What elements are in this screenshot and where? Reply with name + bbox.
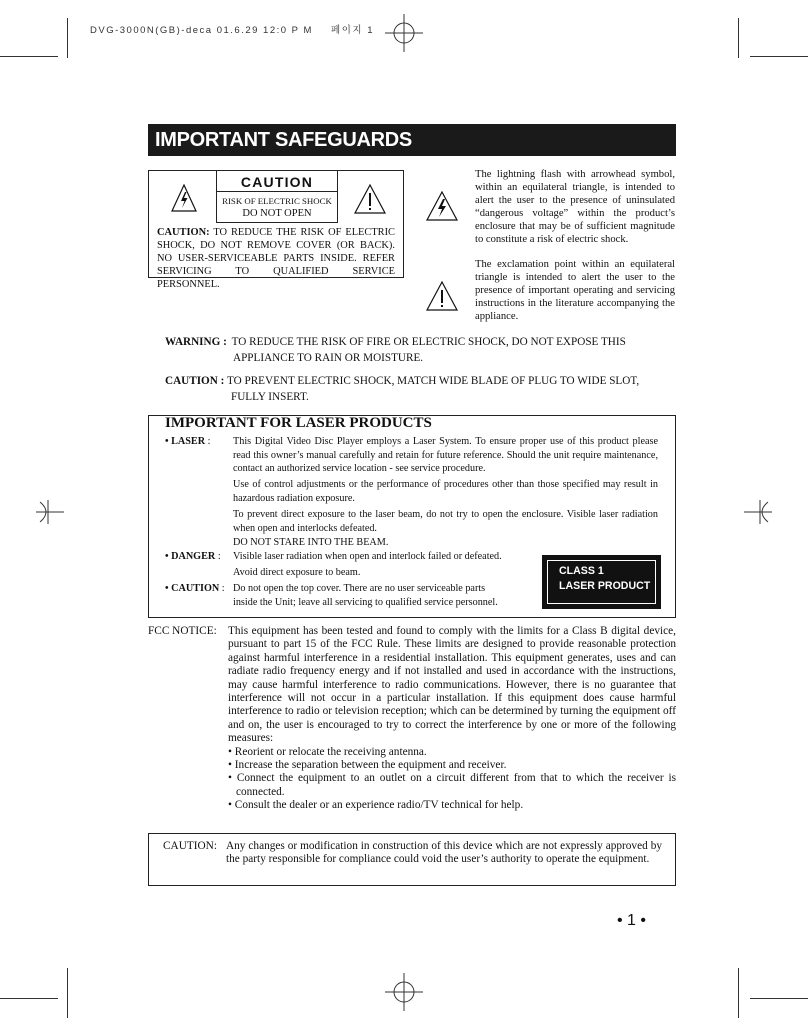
registration-target-left xyxy=(36,498,64,526)
warning-line-2: APPLIANCE TO RAIN OR MOISTURE. xyxy=(233,352,424,364)
fcc-paragraph: This equipment has been tested and found to comply with the limits for a Class B digital device, pursuant to part 15 of the FCC Rule. These limits are designed to provide reasonable protection against harmful interference in a residential installation. This equipment generates, uses and can radiate radio frequency energy and if not installed and used in accordance with the instructions, may cause harmful interference to radio communications. However, there is no guarantee that interference will not occur in a particular installation. If this equipment does cause harmful interference to radio or television reception; which can be determined by turning the equipment off and on, the user is encouraged to try to correct the interference by one or more of the following measures: xyxy=(228,625,676,745)
modification-caution-label: CAUTION: xyxy=(163,840,217,852)
do-not-open-text: DO NOT OPEN xyxy=(242,208,312,219)
laser-bullet xyxy=(165,435,210,449)
lightning-symbol-icon xyxy=(425,190,459,222)
page-number: • 1 • xyxy=(617,912,646,929)
page-label: 페이지 1 xyxy=(331,25,374,36)
crop-mark xyxy=(67,968,68,1018)
crop-mark xyxy=(0,998,58,999)
registration-target-top xyxy=(385,14,423,52)
class-1-laser-label xyxy=(542,555,661,609)
crop-mark xyxy=(750,56,808,57)
exclamation-symbol-icon xyxy=(425,280,459,312)
fcc-bullet-4: • Consult the dealer or an experience radio/TV technical for help. xyxy=(228,799,524,812)
warning-block xyxy=(165,334,665,366)
print-header xyxy=(90,22,374,36)
laser-paragraph-2: Use of control adjustments or the performance of procedures other than those specified may result in hazardous radiation exposure. xyxy=(233,479,658,504)
caution-label-box xyxy=(148,170,404,290)
modification-caution-text: Any changes or modification in construction of this device which are not expressly approved by the party responsible for compliance could void the user’s authority to operate the equipment. xyxy=(226,840,662,866)
danger-colon: : xyxy=(217,551,221,562)
class-1-label-inner xyxy=(547,560,656,604)
plug-caution-line-2: FULLY INSERT. xyxy=(231,391,309,403)
laser-section-title: IMPORTANT FOR LASER PRODUCTS xyxy=(165,415,432,431)
danger-line-2: Avoid direct exposure to beam. xyxy=(233,567,361,578)
plug-caution-block xyxy=(165,373,665,405)
danger-line-1: Visible laser radiation when open and interlock failed or defeated. xyxy=(233,551,502,562)
fcc-bullet-1: • Reorient or relocate the receiving antenna. xyxy=(228,745,427,758)
page-title: IMPORTANT SAFEGUARDS xyxy=(148,124,676,156)
crop-mark xyxy=(738,18,739,58)
caution-plate xyxy=(216,171,338,223)
laser-paragraph-3: To prevent direct exposure to the laser beam, do not try to open the enclosure. Visible laser radiation when open and interlocks defeated. xyxy=(233,509,658,534)
laser-colon: : xyxy=(207,436,211,447)
plug-caution-label: CAUTION : xyxy=(165,375,225,387)
caution-statement xyxy=(157,226,395,291)
crop-mark xyxy=(750,998,808,999)
laser-paragraph-4: DO NOT STARE INTO THE BEAM. xyxy=(233,537,389,548)
crop-mark xyxy=(738,968,739,1018)
crop-mark xyxy=(0,56,58,57)
caution-statement-text: TO REDUCE THE RISK OF ELECTRIC SHOCK, DO NOT REMOVE COVER (OR BACK). NO USER-SERVICEABLE PARTS INSIDE. REFER SERVICING TO QUALIFIED SERVICE PERSONNEL. xyxy=(157,227,395,290)
lightning-explanation: The lightning flash with arrowhead symbol, within an equilateral triangle, is intended to alert the user to the presence of uninsulated “dangerous voltage” within the product’s enclosure that may be of sufficient magnitude to constitute a risk of electric shock. xyxy=(475,169,675,245)
registration-target-right xyxy=(744,498,772,526)
warning-line-1: TO REDUCE THE RISK OF FIRE OR ELECTRIC SHOCK, DO NOT EXPOSE THIS xyxy=(231,336,626,348)
class-line-1: CLASS 1 xyxy=(559,565,604,577)
file-info: DVG-3000N(GB)-deca 01.6.29 12:0 P M xyxy=(90,25,313,36)
caution-statement-label: CAUTION: xyxy=(157,227,210,238)
danger-bullet xyxy=(165,550,221,564)
caution-word: CAUTION xyxy=(217,173,337,192)
plug-caution-line-1: TO PREVENT ELECTRIC SHOCK, MATCH WIDE BLADE OF PLUG TO WIDE SLOT, xyxy=(226,375,640,387)
fcc-bullet-2: • Increase the separation between the equipment and receiver. xyxy=(228,759,507,772)
fcc-text xyxy=(228,625,676,813)
fcc-bullet-3: • Connect the equipment to an outlet on a circuit different from that to which the receiver is connected. xyxy=(228,772,676,798)
exclamation-explanation: The exclamation point within an equilateral triangle is intended to alert the user to the presence of important operating and servicing instructions in the literature accompanying the appliance. xyxy=(475,259,675,322)
fcc-label: FCC NOTICE: xyxy=(148,625,217,637)
caution-colon: : xyxy=(221,583,225,594)
danger-label: • DANGER xyxy=(165,551,216,562)
laser-paragraph-1: This Digital Video Disc Player employs a Laser System. To ensure proper use of this product please read this owner’s manual carefully and retain for future reference. Should the unit require maintenance, contact an authorized service location - see service procedure. xyxy=(233,436,658,474)
class-line-2: LASER PRODUCT xyxy=(559,580,651,592)
exclamation-triangle-icon xyxy=(353,183,387,215)
warning-label: WARNING : xyxy=(165,336,227,348)
lightning-triangle-icon xyxy=(171,183,197,213)
caution-line-1: Do not open the top cover. There are no user serviceable parts xyxy=(233,583,486,594)
caution-bullet-label: • CAUTION xyxy=(165,583,220,594)
crop-mark xyxy=(67,18,68,58)
risk-text: RISK OF ELECTRIC SHOCK xyxy=(222,196,332,206)
caution-bullet xyxy=(165,582,225,596)
caution-line-2: inside the Unit; leave all servicing to qualified service personnel. xyxy=(233,597,498,608)
registration-target-bottom xyxy=(385,973,423,1011)
laser-bullet-label: • LASER xyxy=(165,436,206,447)
